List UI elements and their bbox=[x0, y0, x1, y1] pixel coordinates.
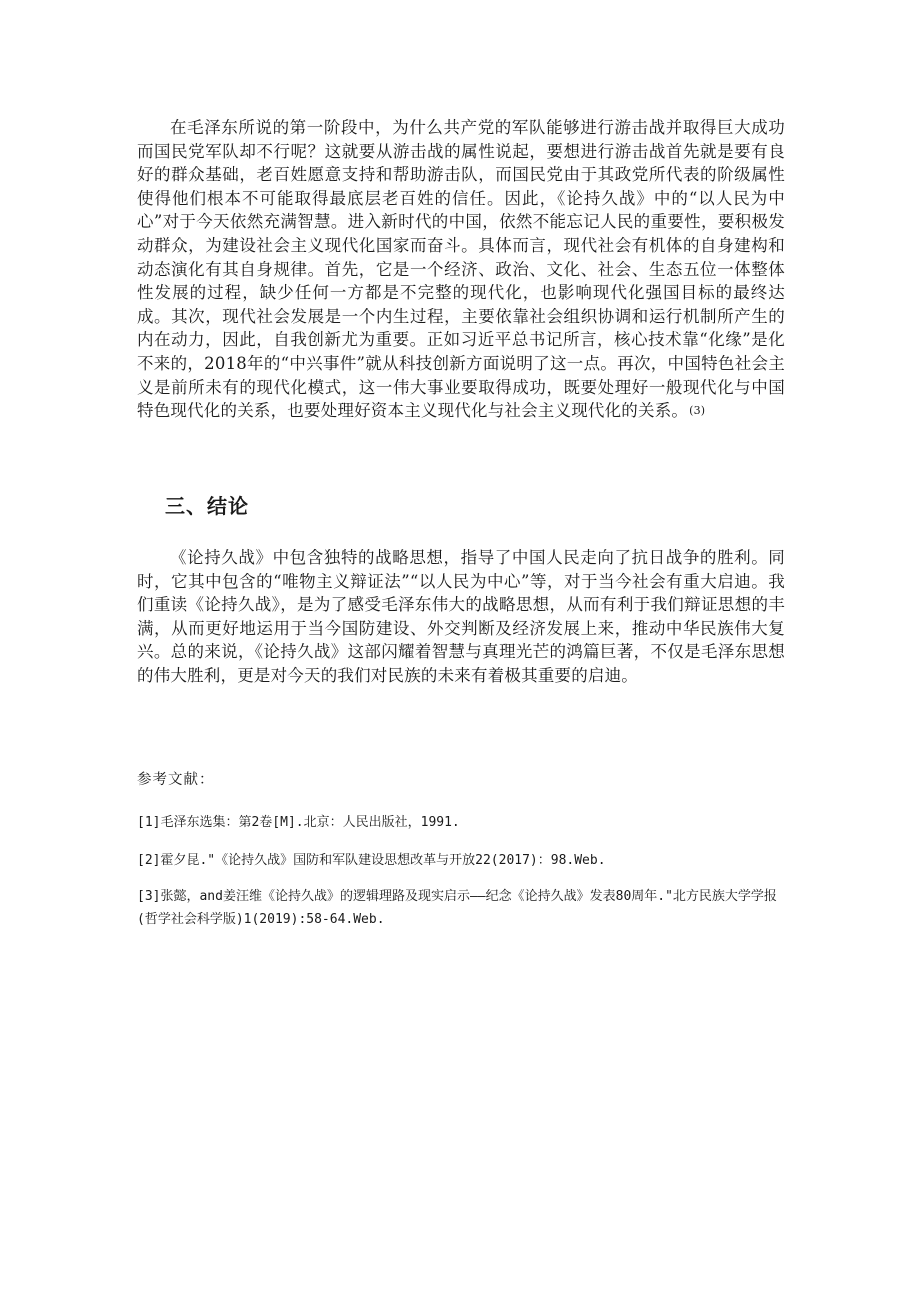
references-title: 参考文献： bbox=[137, 772, 215, 788]
body-paragraph-1 bbox=[137, 116, 785, 423]
reference-item-2: [2]霍夕昆."《论持久战》国防和军队建设思想改革与开放22(2017)：98.Web. bbox=[137, 853, 606, 868]
body-paragraph-1-text: 在毛泽东所说的第一阶段中，为什么共产党的军队能够进行游击战并取得巨大成功而国民党军队却不行呢？这就要从游击战的属性说起，要想进行游击战首先就是要有良好的群众基础，老百姓愿意支持和帮助游击队，而国民党由于其政党所代表的阶级属性使得他们根本不可能取得最底层老百姓的信任。因此，《论持久战》中的“以人民为中心”对于今天依然充满智慧。进入新时代的中国，依然不能忘记人民的重要性，要积极发动群众，为建设社会主义现代化国家而奋斗。具体而言，现代社会有机体的自身建构和动态演化有其自身规律。首先，它是一个经济、政治、文化、社会、生态五位一体整体性发展的过程，缺少任何一方都是不完整的现代化，也影响现代化强国目标的最终达成。其次，现代社会发展是一个内生过程，主要依靠社会组织协调和运行机制所产生的内在动力，因此，自我创新尤为重要。正如习近平总书记所言，核心技术靠“化缘”是化不来的，2018年的“中兴事件”就从科技创新方面说明了这一点。再次，中国特色社会主义是前所未有的现代化模式，这一伟大事业要取得成功，既要处理好一般现代化与中国特色现代化的关系，也要处理好资本主义现代化与社会主义现代化的关系。 bbox=[137, 118, 785, 421]
section-heading-conclusion: 三、结论 bbox=[165, 494, 249, 518]
reference-item-1: [1]毛泽东选集：第2卷[M].北京：人民出版社，1991. bbox=[137, 815, 460, 830]
body-paragraph-2: 《论持久战》中包含独特的战略思想，指导了中国人民走向了抗日战争的胜利。同时，它其中包含的“唯物主义辩证法”“以人民为中心”等，对于当今社会有重大启迪。我们重读《论持久战》，是为了感受毛泽东伟大的战略思想，从而有利于我们辩证思想的丰满，从而更好地运用于当今国防建设、外交判断及经济发展上来，推动中华民族伟大复兴。总的来说，《论持久战》这部闪耀着智慧与真理光芒的鸿篇巨著，不仅是毛泽东思想的伟大胜利，更是对今天的我们对民族的未来有着极其重要的启迪。 bbox=[137, 548, 785, 685]
citation-marker: (3) bbox=[689, 404, 706, 418]
reference-item-3: [3]张懿，and姜汪维《论持久战》的逻辑理路及现实启示——纪念《论持久战》发表80周年."北方民族大学学报(哲学社会科学版)1(2019):58-64.Web. bbox=[137, 889, 777, 927]
